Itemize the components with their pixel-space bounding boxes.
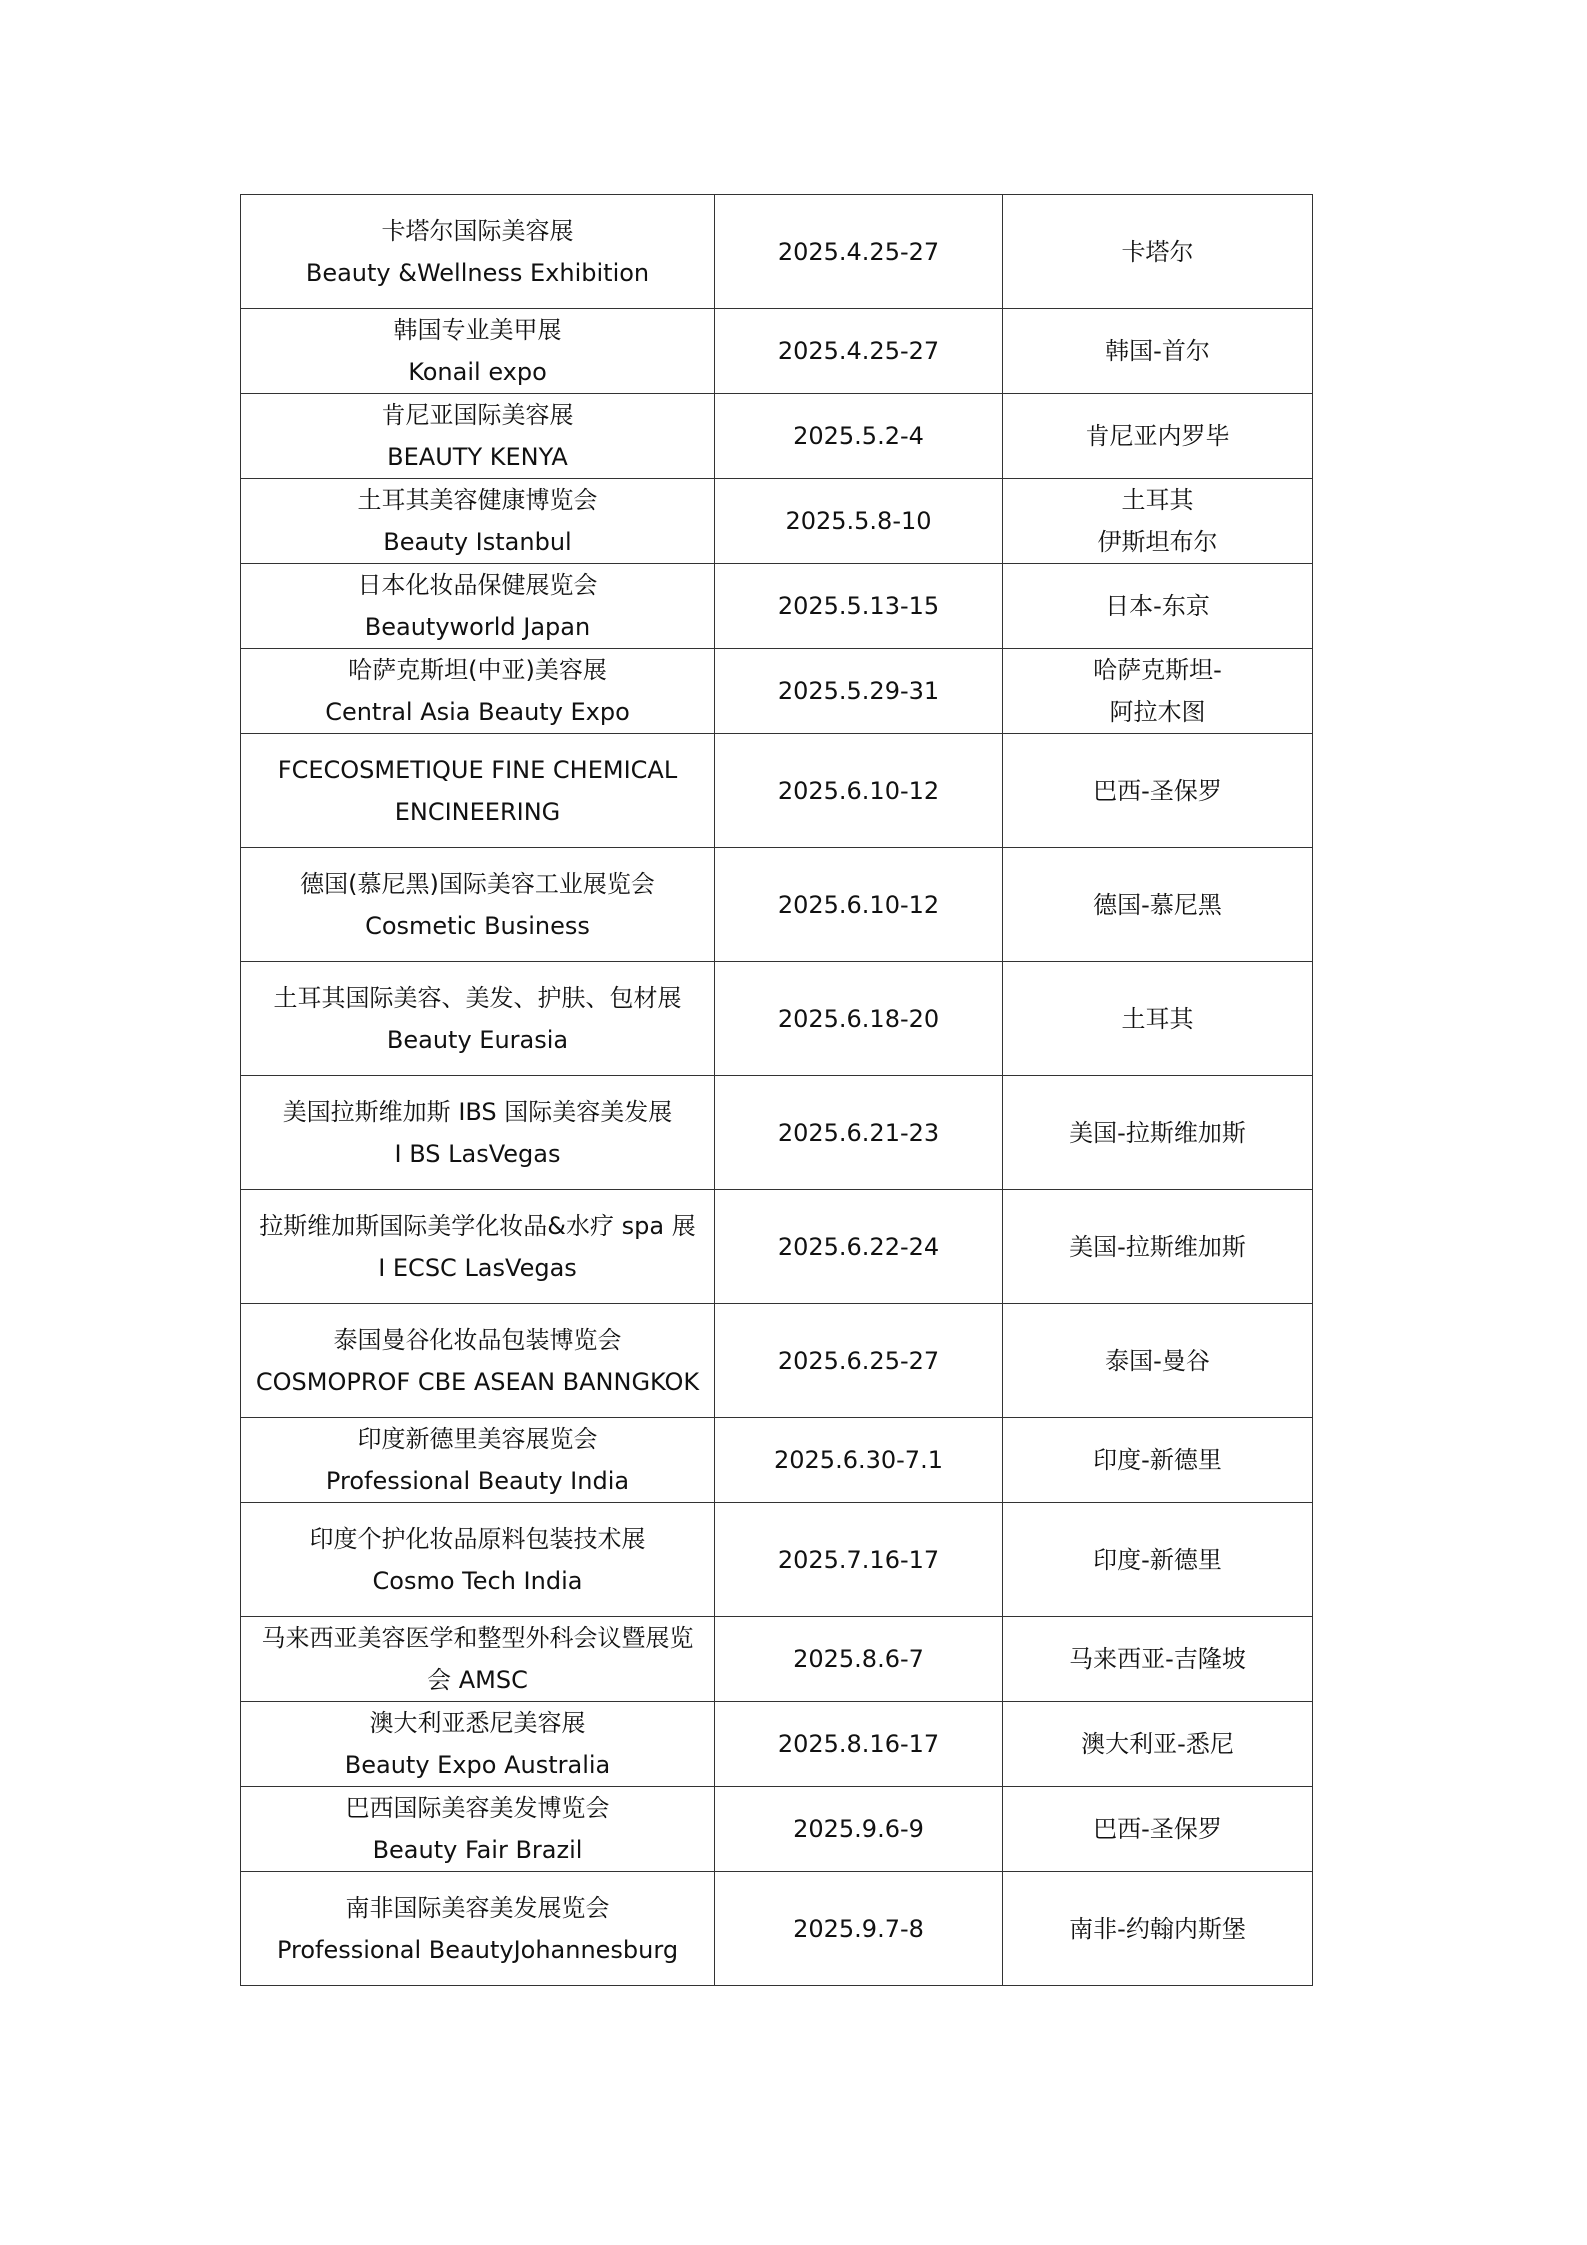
table-row [241,1418,1313,1503]
exhibition-name-en: BEAUTY KENYA [387,443,568,471]
exhibition-name-cn: 日本化妆品保健展览会 [357,571,598,599]
exhibition-date: 2025.6.30-7.1 [715,1418,1003,1503]
exhibition-name-cn: 卡塔尔国际美容展 [381,216,574,245]
exhibition-location-cell [1003,309,1313,394]
exhibition-name-cn: 肯尼亚国际美容展 [381,401,574,429]
exhibition-name-en: COSMOPROF CBE ASEAN BANNGKOK [255,1367,700,1396]
exhibition-name-en: Central Asia Beauty Expo [325,698,630,726]
table-row [241,1076,1313,1190]
exhibition-location-cell [1003,734,1313,848]
exhibition-location-cell [1003,1418,1313,1503]
exhibition-name-en: Beauty Expo Australia [344,1751,611,1779]
exhibition-location: 泰国-曼谷 [1105,1346,1210,1375]
exhibition-name-cn: 美国拉斯维加斯 IBS 国际美容美发展 [282,1097,673,1126]
exhibition-date: 2025.5.13-15 [715,564,1003,649]
exhibition-name-cn: 巴西国际美容美发博览会 [345,1794,610,1822]
exhibition-location: 韩国-首尔 [1105,337,1210,365]
exhibition-location-line2: 阿拉木图 [1109,698,1206,726]
exhibition-date: 2025.6.25-27 [715,1304,1003,1418]
exhibition-location: 澳大利亚-悉尼 [1081,1730,1234,1758]
exhibition-location: 土耳其 [1121,1004,1194,1033]
exhibition-location: 哈萨克斯坦- [1093,656,1222,684]
exhibition-name-cn: 哈萨克斯坦(中亚)美容展 [348,656,607,684]
exhibition-name-cell [241,734,715,848]
table-row [241,564,1313,649]
exhibition-name-cn: 南非国际美容美发展览会 [345,1893,610,1922]
exhibition-name-en: Beauty &Wellness Exhibition [305,258,650,287]
exhibition-date: 2025.5.29-31 [715,649,1003,734]
exhibition-date: 2025.6.18-20 [715,962,1003,1076]
exhibition-name-cell [241,649,715,734]
exhibition-location: 南非-约翰内斯堡 [1069,1914,1246,1943]
exhibition-name-cn: 马来西亚美容医学和整型外科会议暨展览 [261,1624,694,1652]
exhibition-name-cell [241,195,715,309]
exhibition-location: 印度-新德里 [1093,1545,1222,1574]
exhibition-name-en: Beauty Eurasia [386,1025,569,1054]
exhibition-location-cell [1003,1617,1313,1702]
exhibition-location: 卡塔尔 [1121,237,1194,266]
exhibition-name-cell [241,479,715,564]
exhibition-location-cell [1003,195,1313,309]
exhibition-date: 2025.4.25-27 [715,309,1003,394]
exhibition-date: 2025.9.6-9 [715,1787,1003,1872]
exhibition-table [240,194,1313,1986]
exhibition-location-cell [1003,1702,1313,1787]
exhibition-date: 2025.5.2-4 [715,394,1003,479]
table-row [241,1702,1313,1787]
exhibition-date: 2025.6.22-24 [715,1190,1003,1304]
exhibition-name-en: Cosmetic Business [365,911,590,940]
table-row [241,1617,1313,1702]
exhibition-name-cn: 土耳其美容健康博览会 [357,486,598,514]
exhibition-name-cn: 印度个护化妆品原料包装技术展 [309,1524,646,1553]
exhibition-name-en: Konail expo [408,358,547,386]
exhibition-name-cell [241,564,715,649]
exhibition-name-cn: 土耳其国际美容、美发、护肤、包材展 [273,983,682,1012]
exhibition-name-en: 会 AMSC [427,1666,528,1694]
exhibition-location: 肯尼亚内罗毕 [1085,422,1230,450]
exhibition-name-cell [241,962,715,1076]
exhibition-location-cell [1003,649,1313,734]
exhibition-date: 2025.7.16-17 [715,1503,1003,1617]
exhibition-location: 巴西-圣保罗 [1093,1815,1222,1843]
exhibition-location-cell [1003,1190,1313,1304]
table-row [241,1872,1313,1986]
exhibition-location: 美国-拉斯维加斯 [1069,1232,1246,1261]
exhibition-name-cell [241,1503,715,1617]
exhibition-location-line2: 伊斯坦布尔 [1097,528,1218,556]
exhibition-name-cell [241,1702,715,1787]
exhibition-name-cn: 澳大利亚悉尼美容展 [369,1709,586,1737]
exhibition-name-cell [241,1617,715,1702]
exhibition-location: 土耳其 [1121,486,1194,514]
exhibition-name-en: Beauty Fair Brazil [372,1836,583,1864]
exhibition-location-cell [1003,564,1313,649]
table-row [241,962,1313,1076]
exhibition-location-cell [1003,848,1313,962]
exhibition-name-cn: 韩国专业美甲展 [393,316,562,344]
exhibition-location: 马来西亚-吉隆坡 [1069,1645,1246,1673]
exhibition-date: 2025.6.21-23 [715,1076,1003,1190]
exhibition-location-cell [1003,1304,1313,1418]
table-row [241,1503,1313,1617]
exhibition-name-en: I ECSC LasVegas [378,1253,577,1282]
table-row [241,1787,1313,1872]
exhibition-name-cell [241,1190,715,1304]
exhibition-name-cell [241,1304,715,1418]
exhibition-name-cell [241,1787,715,1872]
exhibition-date: 2025.9.7-8 [715,1872,1003,1986]
exhibition-date: 2025.4.25-27 [715,195,1003,309]
exhibition-location: 巴西-圣保罗 [1093,776,1222,805]
table-row [241,394,1313,479]
exhibition-name-en: Beautyworld Japan [364,613,591,641]
exhibition-date: 2025.6.10-12 [715,734,1003,848]
exhibition-location-cell [1003,394,1313,479]
exhibition-name-cell [241,309,715,394]
exhibition-name-en: I BS LasVegas [394,1139,561,1168]
exhibition-name-cn: FCECOSMETIQUE FINE CHEMICAL [277,755,678,784]
exhibition-location: 德国-慕尼黑 [1093,890,1222,919]
exhibition-date: 2025.6.10-12 [715,848,1003,962]
exhibition-name-cn: 泰国曼谷化妆品包装博览会 [333,1325,622,1354]
table-row [241,1304,1313,1418]
exhibition-date: 2025.8.16-17 [715,1702,1003,1787]
exhibition-location: 印度-新德里 [1093,1446,1222,1474]
exhibition-name-cell [241,1872,715,1986]
exhibition-name-cn: 印度新德里美容展览会 [357,1425,598,1453]
exhibition-name-en: Professional BeautyJohannesburg [276,1935,679,1964]
exhibition-date: 2025.8.6-7 [715,1617,1003,1702]
exhibition-name-cell [241,394,715,479]
exhibition-name-cell [241,1418,715,1503]
exhibition-name-cn: 拉斯维加斯国际美学化妆品&水疗 spa 展 [259,1211,696,1240]
exhibition-location: 美国-拉斯维加斯 [1069,1118,1246,1147]
table-row [241,848,1313,962]
exhibition-location-cell [1003,1076,1313,1190]
table-row [241,649,1313,734]
exhibition-date: 2025.5.8-10 [715,479,1003,564]
table-row [241,479,1313,564]
exhibition-name-cell [241,848,715,962]
exhibition-name-en: Beauty Istanbul [383,528,572,556]
exhibition-name-en: Cosmo Tech India [372,1566,583,1595]
table-row [241,309,1313,394]
exhibition-name-cn: 德国(慕尼黑)国际美容工业展览会 [300,869,655,898]
table-row [241,1190,1313,1304]
exhibition-name-en: Professional Beauty India [325,1467,630,1495]
exhibition-location-cell [1003,1872,1313,1986]
exhibition-location-cell [1003,1787,1313,1872]
exhibition-name-cell [241,1076,715,1190]
exhibition-name-en: ENCINEERING [394,797,561,826]
table-row [241,734,1313,848]
exhibition-location: 日本-东京 [1105,592,1210,620]
exhibition-location-cell [1003,1503,1313,1617]
exhibition-location-cell [1003,962,1313,1076]
exhibition-location-cell [1003,479,1313,564]
table-row [241,195,1313,309]
